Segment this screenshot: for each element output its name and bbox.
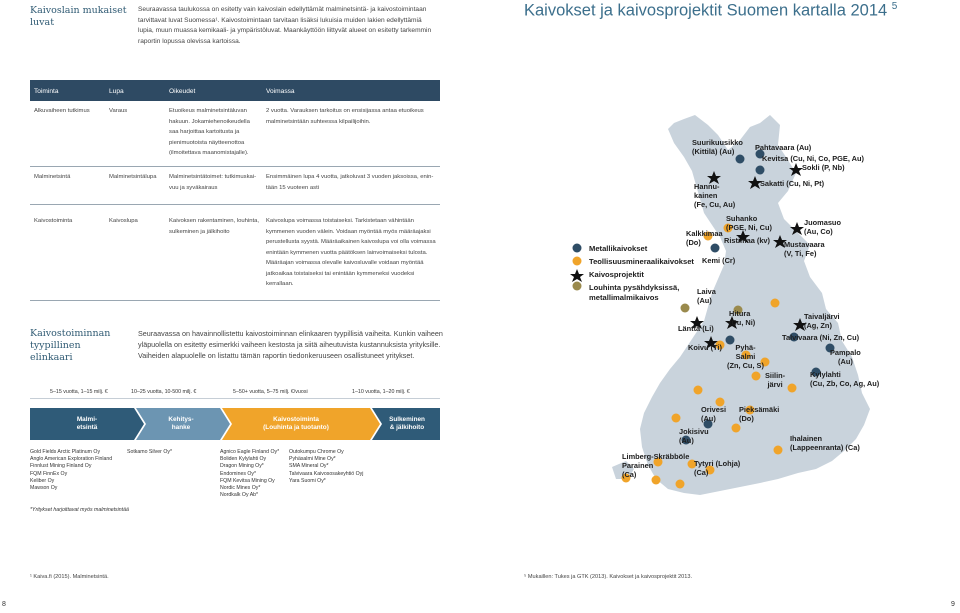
cell-line: Kaivoksen rakentaminen, louhinta, bbox=[169, 218, 260, 224]
companies-col-1 bbox=[30, 449, 128, 492]
stage-label-kaivostoiminta: Kaivostoiminta (Louhinta ja tuotanto) bbox=[263, 416, 329, 431]
intro-line: tarvittavat luvat Suomessa¹. Kaivostoimintaan tarvitaan lisäksi lukuisia muiden lakien edellyttämiä bbox=[138, 16, 422, 24]
table-row-1-voimassa bbox=[266, 106, 438, 127]
cell-line: (ilmoitettava maanomistajalle). bbox=[169, 150, 249, 156]
company-item: Agnico Eagle Finland Oy* bbox=[220, 449, 280, 455]
company-item: Keliber Oy bbox=[30, 477, 55, 484]
legend-project-label: Kaivosprojektit bbox=[589, 270, 644, 279]
label-mustavaara: Mustavaara (V, Ti, Fe) bbox=[784, 240, 825, 258]
label-parainen: Limberg-Skräbböle Parainen (Ca) bbox=[622, 452, 690, 479]
circle-ihalainen bbox=[774, 446, 783, 455]
range-label-1: 5–15 vuotta, 1–15 milj. € bbox=[50, 389, 108, 395]
range-label-2: 10–25 vuotta, 10-500 milj. € bbox=[131, 389, 197, 395]
footnote-right: ⁵ Mukaillen: Tukes ja GTK (2013). Kaivokset ja kaivosprojektit 2013. bbox=[524, 574, 693, 580]
cell-line: 2 vuotta. Varauksen tarkoitus on ensisijassa antaa etuoikeus bbox=[266, 108, 424, 114]
lifecycle-line: Vaiheiden alapuolelle on listattu tämän raportin tiedonkeruuseen osallistuneet yritykset. bbox=[138, 351, 415, 360]
circle-mineral-1 bbox=[771, 299, 780, 308]
label-pampalo: Pampalo (Au) bbox=[830, 348, 861, 366]
companies-col-4 bbox=[289, 449, 399, 485]
label-orivesi: Orivesi (Au) bbox=[701, 405, 727, 423]
label-sokli: Sokli (P, Nb) bbox=[802, 163, 845, 172]
company-item: FQM Kevitsa Mining Oy bbox=[220, 477, 275, 484]
circle-mineral-7 bbox=[694, 386, 703, 395]
label-laiva: Laiva (Au) bbox=[697, 287, 716, 305]
cell-line: Malminetsintätoimet: tutkimuskai- bbox=[169, 174, 257, 180]
col-oikeudet: Oikeudet bbox=[169, 88, 196, 95]
stage-label-sulkeminen: Sulkeminen & jälkihoito bbox=[389, 416, 425, 431]
legend-stopped-label: Louhinta pysähdyksissä, metallimalmikaivos bbox=[589, 283, 680, 302]
intro-heading: Kaivoslain mukaiset luvat bbox=[30, 5, 127, 28]
map-title bbox=[524, 1, 897, 21]
intro-line: raportin lopussa olevissa kartoissa. bbox=[138, 37, 241, 45]
lifecycle-line: yläpuolella on esitetty esimerkki vaiheen kestosta ja siitä aiheutuvista kustannuksista yrityksille. bbox=[138, 340, 441, 349]
table-row-3-lupa: Kaivoslupa bbox=[109, 218, 138, 224]
label-jokisivu: Jokisivu (Au) bbox=[679, 427, 709, 445]
stage-label-kehityshanke: Kehitys- hanke bbox=[168, 416, 194, 431]
company-item: Outokumpu Chrome Oy bbox=[289, 449, 344, 455]
label-talvivaara: Talvivaara (Ni, Zn, Cu) bbox=[782, 333, 860, 342]
company-item: Boliden Kylylahti Oy bbox=[220, 456, 267, 463]
company-item: SMA Mineral Oy* bbox=[289, 463, 329, 470]
company-item: Anglo American Exploration Finland bbox=[30, 456, 113, 463]
map-title-footnote-ref: 5 bbox=[891, 1, 898, 12]
label-pyhasalmi: Pyhä- Salmi (Zn, Cu, S) bbox=[727, 343, 764, 370]
range-label-4: 1–10 vuotta, 1–20 milj. € bbox=[352, 389, 410, 395]
label-siilinjarvi: Siilin- järvi bbox=[765, 371, 786, 389]
label-kalkkimaa: Kalkkimaa (Do) bbox=[686, 229, 723, 247]
cell-line: jatkoaikaa toistaiseksi tai enintään kymmeneksi vuodeksi kerrallaan. bbox=[266, 270, 415, 287]
label-ristimaa: Ristimaa (kv) bbox=[724, 236, 771, 245]
cell-line: Ensimmäinen lupa 4 vuotta, jatkoluvat 3 vuoden jaksoissa, enin- bbox=[266, 174, 434, 180]
row-divider bbox=[30, 166, 440, 167]
company-item: Yara Suomi Oy* bbox=[289, 477, 326, 484]
ranges-rule bbox=[30, 398, 440, 399]
table-row-2-lupa: Malminetsintälupa bbox=[109, 174, 157, 180]
table-row-2-voimassa bbox=[266, 172, 438, 193]
table-row-3-voimassa bbox=[266, 216, 440, 290]
circle-mineral-5 bbox=[752, 372, 761, 381]
footnote-left: ¹ Kaiva.fi (2015). Malminetsintä. bbox=[30, 574, 109, 580]
cell-line: Kaivoslupa voimassa toistaiseksi. Tarkistetaan vähintään bbox=[266, 218, 414, 224]
legend-mineral-label: Teollisuusmineraalikaivokset bbox=[589, 257, 694, 266]
label-lantta: Länttä (Li) bbox=[678, 324, 714, 333]
label-pieksamaki: Pieksämäki (Do) bbox=[739, 405, 780, 423]
intro-line: lupia, muun muassa kemikaali- ja ympäristöluvat. Maankäyttöön liittyvät alueet on esitetty tarkemmin bbox=[138, 27, 432, 35]
map-title-text: Kaivokset ja kaivosprojektit Suomen kartalla 2014 bbox=[524, 1, 888, 20]
permits-table-header bbox=[30, 80, 440, 101]
company-item: Nordkalk Oy Ab* bbox=[220, 492, 259, 499]
circle-kevitsa bbox=[756, 166, 765, 175]
col-voimassa: Voimassa bbox=[266, 88, 295, 95]
cell-line: pienimuotoista näytteenottoa bbox=[169, 139, 245, 146]
label-suhanko: Suhanko (PGE, Ni, Cu) bbox=[726, 214, 772, 232]
company-item: Nordic Mines Oy* bbox=[220, 485, 261, 492]
label-pahtavaara: Pahtavaara (Au) bbox=[755, 143, 812, 152]
table-row-2-toiminta: Malminetsintä bbox=[34, 174, 71, 180]
table-bottom-rule bbox=[30, 300, 440, 301]
lifecycle-paragraph bbox=[138, 328, 448, 361]
col-lupa: Lupa bbox=[109, 88, 124, 95]
circle-mineral-10 bbox=[672, 414, 681, 423]
label-koivu: Koivu (Ti) bbox=[688, 343, 722, 352]
star-juomasuo bbox=[790, 222, 804, 235]
legend-mineral-circle bbox=[573, 257, 582, 266]
company-item: Mawson Oy bbox=[30, 485, 58, 492]
circle-mineral-18 bbox=[676, 480, 685, 489]
table-row-1-lupa: Varaus bbox=[109, 108, 128, 114]
page-number-left: 8 bbox=[2, 601, 6, 608]
cell-line: sulkeminen ja jälkihoito bbox=[169, 228, 230, 235]
label-tytyri: Tytyri (Lohja) (Ca) bbox=[694, 459, 741, 477]
cell-line: saa harjoittaa kartoitusta ja bbox=[169, 129, 240, 135]
label-kemi: Kemi (Cr) bbox=[702, 256, 736, 265]
circle-mineral-6 bbox=[788, 384, 797, 393]
table-row-3-toiminta: Kaivostoiminta bbox=[34, 218, 73, 224]
label-ihalainen: Ihalainen (Lappeenranta) (Ca) bbox=[790, 434, 860, 452]
col-toiminta: Toiminta bbox=[34, 88, 59, 95]
lifecycle-heading: Kaivostoiminnan tyypillinen elinkaari bbox=[30, 328, 111, 363]
star-sokli bbox=[789, 163, 803, 176]
companies-col-2 bbox=[127, 449, 217, 456]
cell-line: tään 15 vuoteen asti bbox=[266, 184, 320, 191]
stage-label-malminetsinta: Malmi- etsintä bbox=[76, 416, 98, 431]
company-item: Endomines Oy* bbox=[220, 470, 257, 477]
company-item: Talvivaara Kaivososakeyhtiö Oyj bbox=[289, 470, 364, 477]
legend-metal-label: Metallikaivokset bbox=[589, 244, 648, 253]
cell-line: malminetsintään suhteessa kilpailijoihin. bbox=[266, 118, 371, 125]
cell-line: perustellusta syystä. Määräaikainen kaivoslupa voi olla voimassa bbox=[266, 239, 436, 245]
label-kylylahti: Kylylahti (Cu, Zb, Co, Ag, Au) bbox=[810, 370, 880, 388]
table-row-2-oikeudet bbox=[169, 172, 263, 193]
legend-metal-circle bbox=[573, 244, 582, 253]
cell-line: Etuoikeus malminetsintäluvan bbox=[169, 108, 247, 114]
circle-laiva bbox=[681, 304, 690, 313]
table-row-1-oikeudet bbox=[169, 106, 261, 159]
company-item: Sotkamo Silver Oy* bbox=[127, 449, 172, 455]
intro-line: Seuraavassa taulukossa on esitetty vain kaivoslain edellyttämät malminetsintä- ja kaivostoimintaan bbox=[138, 6, 427, 13]
label-suurikuusikko: Suurikuusikko (Kittilä) (Au) bbox=[692, 138, 743, 156]
label-taivaljarvi: Taivaljärvi (Ag, Zn) bbox=[804, 312, 840, 330]
label-sakatti: Sakatti (Cu, Ni, Pt) bbox=[760, 179, 825, 188]
table-row-1-toiminta: Alkuvaiheen tutkimus bbox=[34, 108, 90, 114]
label-kevitsa: Kevitsa (Cu, Ni, Co, PGE, Au) bbox=[762, 154, 864, 163]
legend-star-icon bbox=[570, 269, 584, 282]
intro-paragraph bbox=[138, 5, 468, 47]
exploration-note: *Yritykset harjoittavat myös malminetsintää bbox=[30, 507, 129, 513]
page-number-right: 9 bbox=[951, 601, 955, 608]
company-item: Dragon Mining Oy* bbox=[220, 463, 264, 470]
company-item: FQM FinnEx Oy bbox=[30, 470, 68, 477]
legend-stopped-circle bbox=[573, 282, 582, 291]
cell-line: kymmenen vuoden välein. Voidaan myöntää myös määräajaksi bbox=[266, 228, 431, 235]
lifecycle-line: Seuraavassa on havainnollistettu kaivostoiminnan elinkaaren tyypillisiä vaiheita. Kunkin vaiheen bbox=[138, 329, 443, 338]
companies-col-3 bbox=[220, 449, 290, 499]
company-item: Finnlust Mining Finland Oy bbox=[30, 463, 92, 470]
label-juomasuo: Juomasuo (Au, Co) bbox=[804, 218, 841, 236]
cell-line: enintään kymmenen vuotta päätöksen lainvoimaiseksi tulosta. bbox=[266, 249, 428, 256]
circle-mineral-11 bbox=[732, 424, 741, 433]
row-divider bbox=[30, 204, 440, 205]
cell-line: vuu ja syväkairaus bbox=[169, 184, 218, 191]
company-item: Pyhäsalmi Mine Oy* bbox=[289, 456, 336, 463]
cell-line: Määräajan voimassa olevalle kaivosluvalle voidaan myöntää bbox=[266, 260, 424, 266]
label-hannukainen: Hannu- kainen (Fe, Cu, Au) bbox=[694, 182, 736, 209]
label-hitura: Hitura (Cu, Ni) bbox=[729, 309, 756, 327]
table-row-3-oikeudet bbox=[169, 216, 263, 237]
range-label-3: 5–50+ vuotta, 5–75 milj. €/vuosi bbox=[233, 389, 308, 395]
cell-line: hakuun. Jokamiehenoikeudella bbox=[169, 118, 250, 125]
company-item: Gold Fields Arctic Platinum Oy bbox=[30, 449, 101, 455]
